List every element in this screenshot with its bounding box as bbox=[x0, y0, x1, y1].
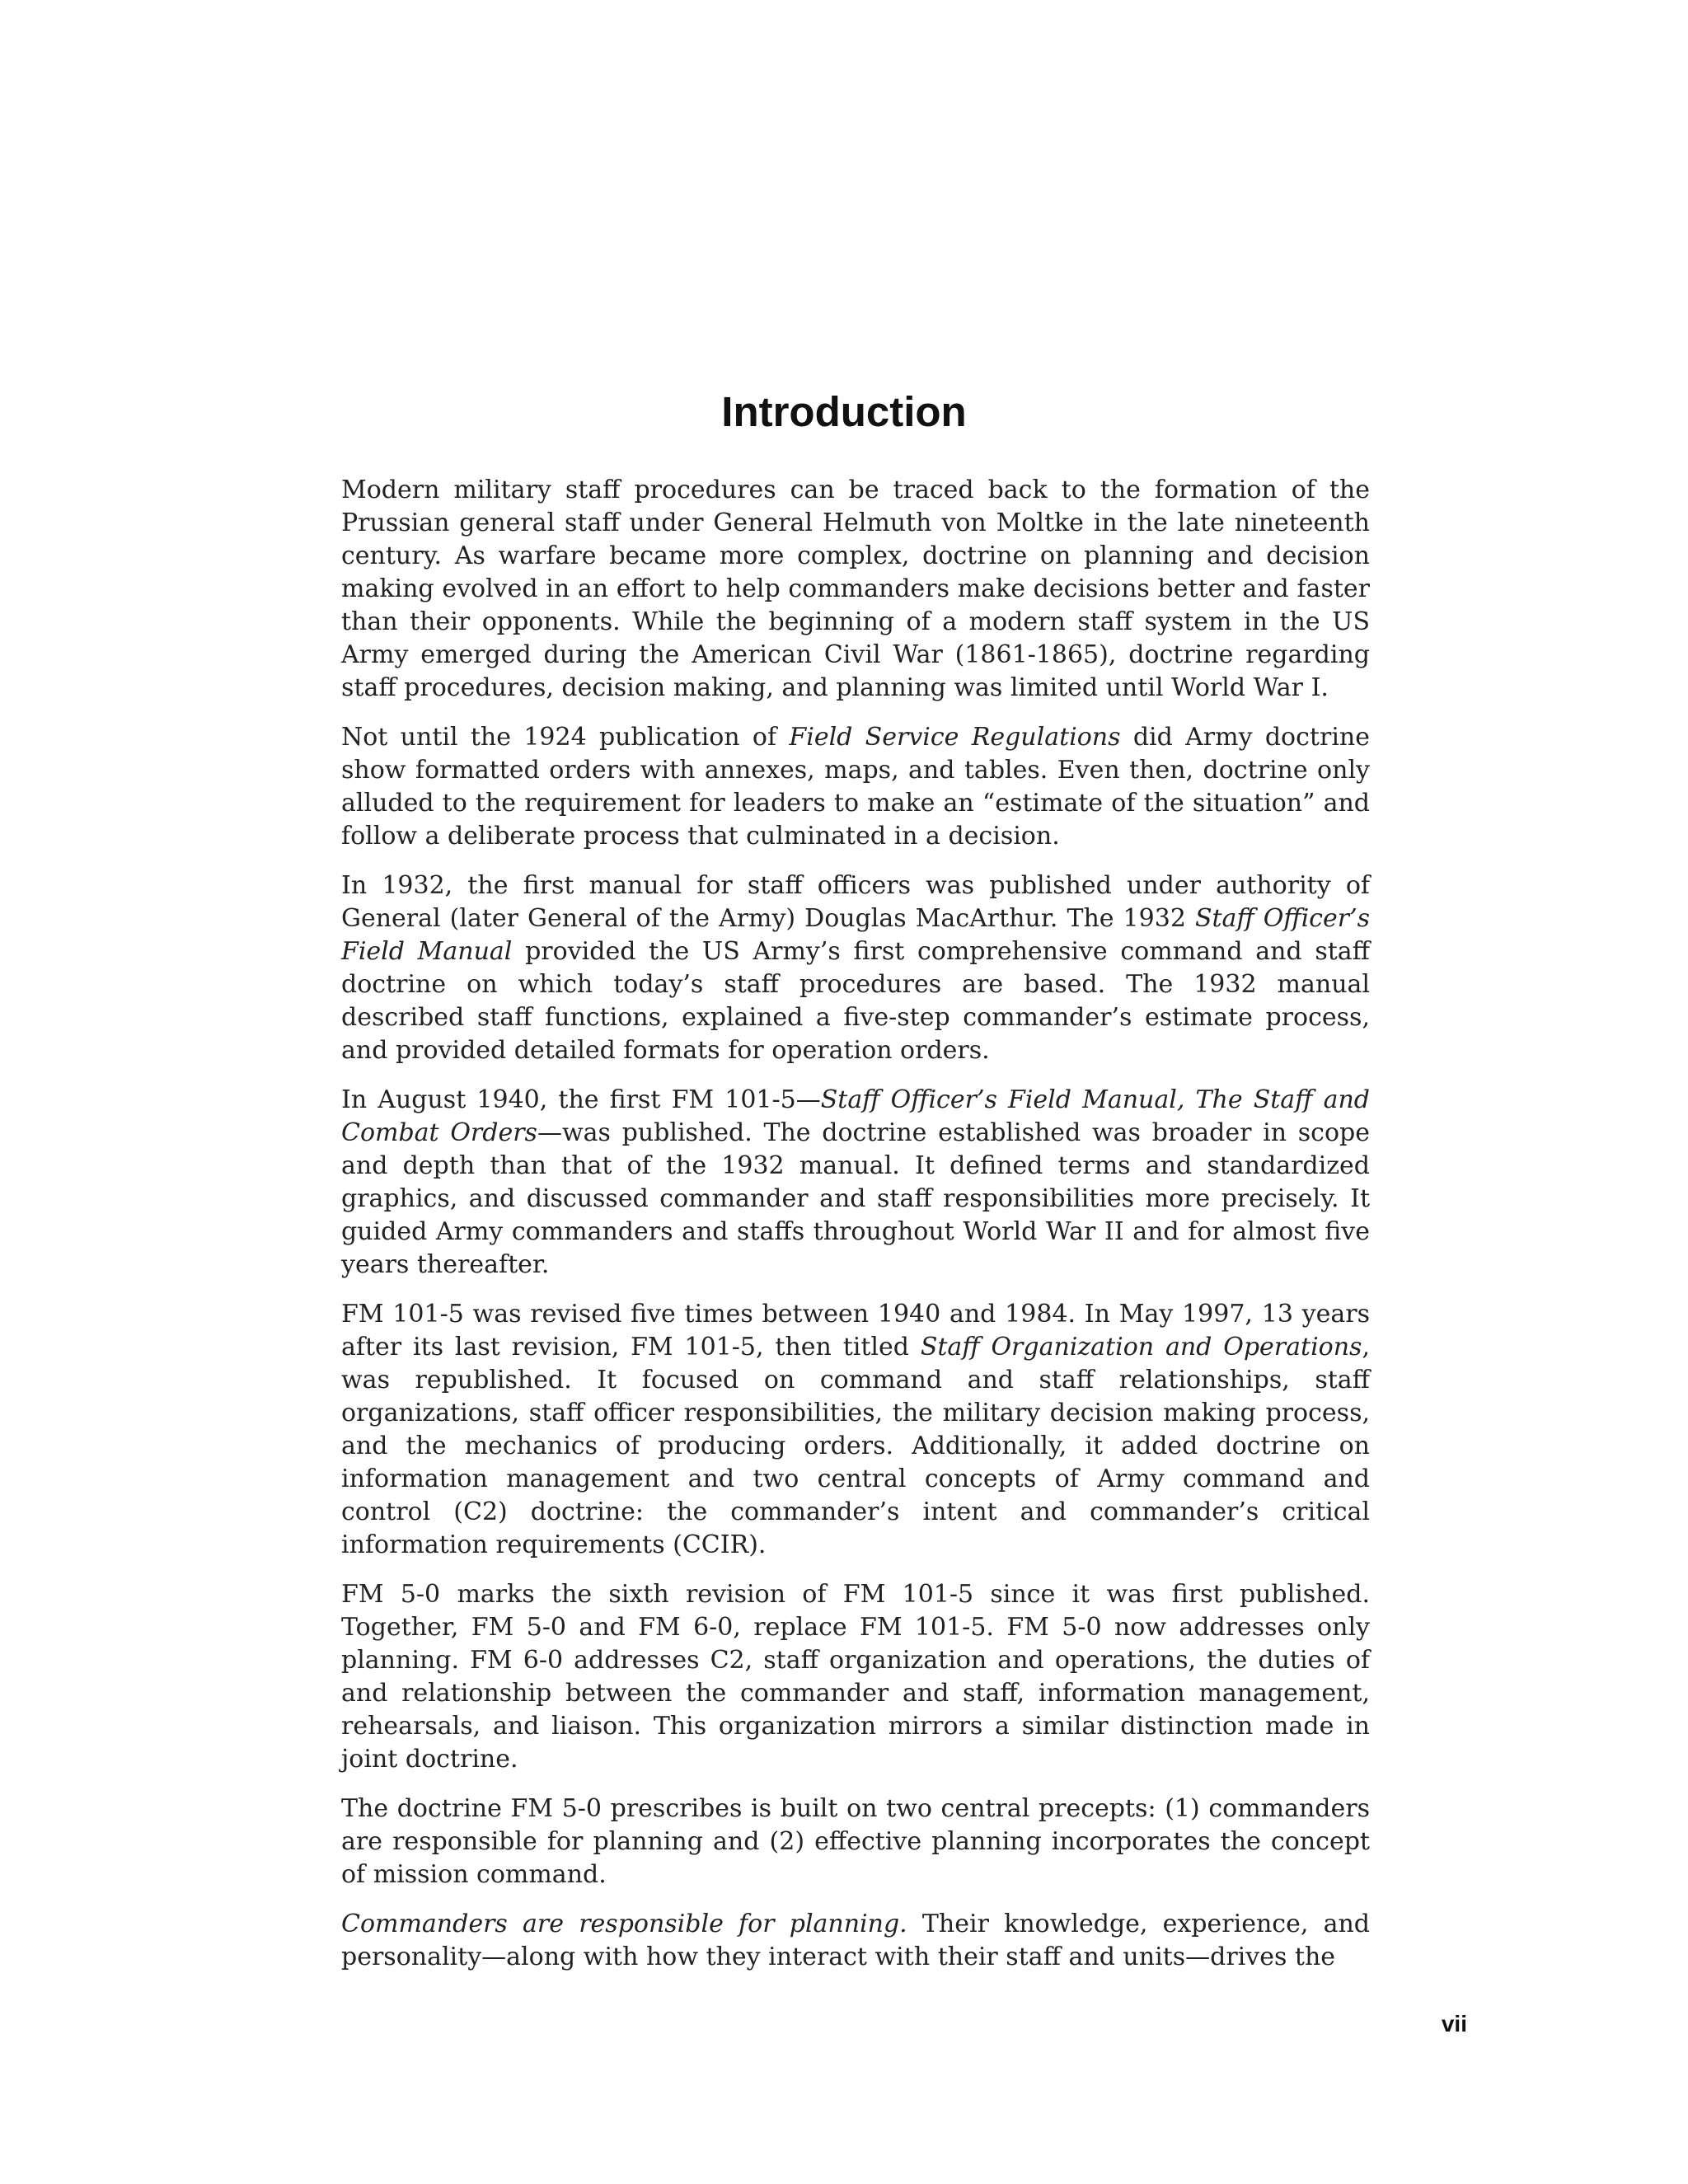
page-number: vii bbox=[1441, 2011, 1467, 2036]
italic-text: Staff Organization and Operations bbox=[920, 1333, 1362, 1361]
text-run: did Army doctrine show formatted orders with annexes, maps, and tables. Even then, doctrine only alluded to the requirement for leaders to make an “estimate of the situation” and follow a deliberate process that culminated in a decision. bbox=[341, 723, 1370, 851]
text-run: FM 101-5 was revised five times between 1940 and 1984. In May 1997, 13 years after its last revision, FM 101-5, then titled bbox=[341, 1300, 1370, 1361]
text-run: , was republished. It focused on command and staff relationships, staff organizations, staff officer responsibilities, the military decision making process, and the mechanics of producing orders. Additionally, it added doctrine on information management and two central concepts of Army command and control (C2) doctrine: the commander’s intent and commander’s critical information requirements (CCIR). bbox=[341, 1333, 1370, 1559]
text-run: Not until the 1924 publication of bbox=[341, 723, 790, 752]
page-title: Introduction bbox=[721, 388, 967, 435]
paragraph bbox=[341, 721, 1370, 853]
text-run: provided the US Army’s first comprehensive command and staff doctrine on which today’s staff procedures are based. The 1932 manual described staff functions, explained a five-step commander’s estimate process, and provided detailed formats for operation orders. bbox=[341, 937, 1370, 1065]
paragraph bbox=[341, 869, 1370, 1067]
text-run: In August 1940, the first FM 101-5— bbox=[341, 1085, 821, 1114]
italic-text: Staff Officer’s Field Manual bbox=[341, 904, 1371, 966]
paragraph bbox=[341, 1298, 1370, 1562]
text-run: Modern military staff procedures can be traced back to the formation of the Prussian general staff under General Helmuth von Moltke in the late nineteenth century. As warfare became more complex, doctrine on planning and decision making evolved in an effort to help commanders make decisions better and faster than their opponents. While the beginning of a modern staff system in the US Army emerged during the American Civil War (1861-1865), doctrine regarding staff procedures, decision making, and planning was limited until World War I. bbox=[341, 476, 1370, 702]
italic-text: Field Service Regulations bbox=[789, 723, 1121, 752]
text-run: —was published. The doctrine established was broader in scope and depth than that of the 1932 manual. It defined terms and standardized graphics, and discussed commander and staff responsibilities more precisely. It guided Army commanders and staffs throughout World War II and for almost five years thereafter. bbox=[341, 1118, 1370, 1279]
paragraph bbox=[341, 1908, 1370, 1974]
text-run: In 1932, the first manual for staff officers was published under authority of General (later General of the Army) Douglas MacArthur. The 1932 bbox=[341, 871, 1370, 933]
text-run: Their knowledge, experience, and personality—along with how they interact with their staff and units—drives the bbox=[341, 1910, 1370, 1971]
text-run: FM 5-0 marks the sixth revision of FM 101-5 since it was first published. Together, FM 5-0 and FM 6-0, replace FM 101-5. FM 5-0 now addresses only planning. FM 6-0 addresses C2, staff organization and operations, the duties of and relationship between the commander and staff, information management, rehearsals, and liaison. This organization mirrors a similar distinction made in joint doctrine. bbox=[341, 1580, 1370, 1774]
italic-text: Staff Officer’s Field Manual, The Staff and Combat Orders bbox=[341, 1085, 1370, 1147]
text-run: The doctrine FM 5-0 prescribes is built on two central precepts: (1) commanders are responsible for planning and (2) effective planning incorporates the concept of mission command. bbox=[341, 1794, 1370, 1889]
paragraph bbox=[341, 1084, 1370, 1282]
body-text bbox=[341, 474, 1370, 1990]
paragraph bbox=[341, 474, 1370, 705]
paragraph bbox=[341, 1793, 1370, 1891]
paragraph bbox=[341, 1578, 1370, 1776]
italic-text: Commanders are responsible for planning. bbox=[341, 1910, 907, 1938]
